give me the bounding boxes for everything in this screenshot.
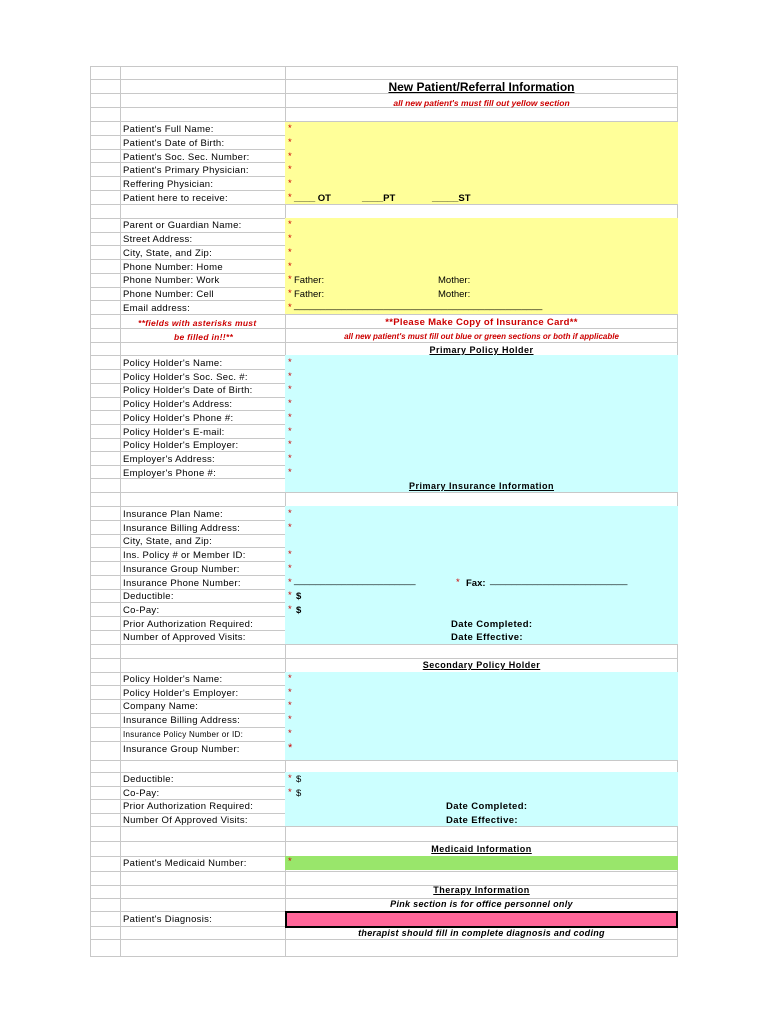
- sec-copay-dollar[interactable]: $: [296, 788, 302, 799]
- label-prior-auth: Prior Authorization Required:: [123, 619, 254, 630]
- pt-option[interactable]: ____PT: [362, 193, 396, 204]
- label-approved-visits: Number of Approved Visits:: [123, 632, 246, 643]
- primary-policy-cyan-section[interactable]: [285, 355, 678, 478]
- label-sec-deductible: Deductible:: [123, 774, 174, 785]
- cell-father-label: Father:: [294, 289, 325, 300]
- patient-yellow-section[interactable]: [285, 122, 678, 204]
- required-asterisk: *: [288, 384, 292, 395]
- label-deductible: Deductible:: [123, 591, 174, 602]
- required-asterisk: *: [288, 773, 292, 784]
- date-completed-label: Date Completed:: [451, 619, 533, 630]
- label-primary-physician: Patient's Primary Physician:: [123, 165, 249, 176]
- date-effective-label: Date Effective:: [451, 632, 523, 643]
- grid-line: [90, 760, 678, 761]
- label-phone-home: Phone Number: Home: [123, 262, 223, 273]
- label-sec-prior-auth: Prior Authorization Required:: [123, 801, 254, 812]
- required-asterisk: *: [288, 288, 292, 299]
- grid-line: [90, 658, 678, 659]
- email-underline[interactable]: _______________________________________________: [294, 300, 543, 311]
- required-asterisk: *: [288, 219, 292, 230]
- required-asterisk: *: [288, 178, 292, 189]
- required-asterisk: *: [288, 426, 292, 437]
- st-option[interactable]: _____ST: [432, 193, 471, 204]
- grid-line: [90, 644, 678, 645]
- required-asterisk: *: [288, 604, 292, 615]
- insurance-card-note: **Please Make Copy of Insurance Card**: [385, 317, 578, 328]
- label-sec-group-number: Insurance Group Number:: [123, 744, 240, 755]
- grid-line: [90, 204, 678, 205]
- label-patient-full-name: Patient's Full Name:: [123, 124, 214, 135]
- required-asterisk: *: [288, 274, 292, 285]
- required-asterisk: *: [456, 577, 460, 588]
- fax-label: Fax:: [466, 578, 486, 589]
- medicaid-green-section[interactable]: [285, 856, 678, 870]
- label-policy-id: Ins. Policy # or Member ID:: [123, 550, 246, 561]
- required-asterisk: *: [288, 233, 292, 244]
- required-asterisk: *: [288, 412, 292, 423]
- label-employer-phone: Employer's Phone #:: [123, 468, 217, 479]
- asterisk-note-line-1: **fields with asterisks must: [138, 318, 257, 328]
- medicaid-heading: Medicaid Information: [431, 844, 532, 854]
- label-sec-policy-number: Insurance Policy Number or ID:: [123, 730, 244, 739]
- label-diagnosis: Patient's Diagnosis:: [123, 914, 213, 925]
- required-asterisk: *: [288, 687, 292, 698]
- work-father-label: Father:: [294, 275, 325, 286]
- label-sec-copay: Co-Pay:: [123, 788, 160, 799]
- required-asterisk: *: [288, 742, 293, 754]
- required-asterisk: *: [288, 508, 292, 519]
- grid-line: [90, 841, 678, 842]
- required-asterisk: *: [288, 590, 292, 601]
- blue-green-note: all new patient's must fill out blue or green sections or both if applicable: [344, 332, 619, 341]
- yellow-section-note: all new patient's must fill out yellow section: [393, 98, 570, 108]
- work-mother-label: Mother:: [438, 275, 471, 286]
- required-asterisk: *: [288, 673, 292, 684]
- label-medicaid-number: Patient's Medicaid Number:: [123, 858, 247, 869]
- grid-line: [90, 66, 678, 67]
- label-ins-city: City, State, and Zip:: [123, 536, 213, 547]
- required-asterisk: *: [288, 856, 292, 867]
- required-asterisk: *: [288, 453, 292, 464]
- required-asterisk: *: [288, 123, 292, 134]
- label-holder-phone: Policy Holder's Phone #:: [123, 413, 234, 424]
- label-patient-ssn: Patient's Soc. Sec. Number:: [123, 152, 250, 163]
- label-phone-work: Phone Number: Work: [123, 275, 220, 286]
- label-sec-approved-visits: Number Of Approved Visits:: [123, 815, 248, 826]
- therapy-heading: Therapy Information: [433, 885, 530, 895]
- secondary-policy-cyan-section[interactable]: [285, 672, 678, 760]
- label-guardian-name: Parent or Guardian Name:: [123, 220, 242, 231]
- label-holder-dob: Policy Holder's Date of Birth:: [123, 385, 253, 396]
- label-phone-cell: Phone Number: Cell: [123, 289, 214, 300]
- required-asterisk: *: [288, 522, 292, 533]
- grid-line: [90, 492, 678, 493]
- secondary-policy-heading: Secondary Policy Holder: [422, 660, 541, 670]
- primary-insurance-heading: Primary Insurance Information: [408, 481, 555, 491]
- grid-line: [90, 939, 678, 940]
- sec-date-completed-label: Date Completed:: [446, 801, 528, 812]
- required-asterisk: *: [288, 151, 292, 162]
- required-asterisk: *: [288, 261, 292, 272]
- grid-line: [120, 66, 121, 956]
- required-asterisk: *: [288, 371, 292, 382]
- diagnosis-pink-field[interactable]: [285, 911, 678, 928]
- copay-dollar[interactable]: $: [296, 605, 302, 616]
- required-asterisk: *: [288, 700, 292, 711]
- label-billing-address: Insurance Billing Address:: [123, 523, 241, 534]
- required-asterisk: *: [288, 549, 292, 560]
- required-asterisk: *: [288, 563, 292, 574]
- label-holder-ssn: Policy Holder's Soc. Sec. #:: [123, 372, 248, 383]
- label-email: Email address:: [123, 303, 191, 314]
- grid-line: [90, 314, 678, 315]
- grid-line: [90, 826, 678, 827]
- grid-line: [90, 871, 678, 872]
- asterisk-note-line-2: be filled in!!**: [174, 332, 234, 342]
- label-ins-phone: Insurance Phone Number:: [123, 578, 241, 589]
- primary-policy-heading: Primary Policy Holder: [429, 345, 534, 355]
- sec-deductible-dollar[interactable]: $: [296, 774, 302, 785]
- label-group-number: Insurance Group Number:: [123, 564, 240, 575]
- label-here-to-receive: Patient here to receive:: [123, 193, 228, 204]
- label-referring-physician: Reffering Physician:: [123, 179, 214, 190]
- referral-form-sheet: [90, 66, 678, 956]
- label-holder-employer: Policy Holder's Employer:: [123, 440, 239, 451]
- label-holder-address: Policy Holder's Address:: [123, 399, 233, 410]
- label-plan-name: Insurance Plan Name:: [123, 509, 223, 520]
- fax-underline[interactable]: __________________________: [490, 575, 628, 586]
- ins-phone-underline[interactable]: _______________________: [294, 575, 416, 586]
- required-asterisk: *: [288, 787, 292, 798]
- label-sec-holder-employer: Policy Holder's Employer:: [123, 688, 239, 699]
- grid-line: [90, 956, 678, 957]
- required-asterisk: *: [288, 398, 292, 409]
- sec-date-effective-label: Date Effective:: [446, 815, 518, 826]
- required-asterisk: *: [288, 714, 292, 725]
- pink-section-note: Pink section is for office personnel only: [390, 899, 573, 909]
- required-asterisk: *: [288, 137, 292, 148]
- required-asterisk: *: [288, 728, 292, 739]
- required-asterisk: *: [288, 467, 292, 478]
- page-title: New Patient/Referral Information: [388, 80, 575, 94]
- grid-line: [90, 328, 678, 329]
- coding-note: therapist should fill in complete diagnosis and coding: [358, 928, 605, 938]
- required-asterisk: *: [288, 577, 292, 588]
- cell-mother-label: Mother:: [438, 289, 471, 300]
- label-sec-holder-name: Policy Holder's Name:: [123, 674, 223, 685]
- deductible-dollar[interactable]: $: [296, 591, 302, 602]
- required-asterisk: *: [288, 164, 292, 175]
- required-asterisk: *: [288, 302, 292, 313]
- label-holder-name: Policy Holder's Name:: [123, 358, 223, 369]
- label-city-state-zip: City, State, and Zip:: [123, 248, 213, 259]
- required-asterisk: *: [288, 247, 292, 258]
- label-sec-billing-address: Insurance Billing Address:: [123, 715, 241, 726]
- label-patient-dob: Patient's Date of Birth:: [123, 138, 225, 149]
- required-asterisk: *: [288, 357, 292, 368]
- label-copay: Co-Pay:: [123, 605, 160, 616]
- label-street-address: Street Address:: [123, 234, 193, 245]
- label-company-name: Company Name:: [123, 701, 199, 712]
- grid-line: [90, 342, 678, 343]
- ot-option[interactable]: ____ OT: [294, 193, 331, 204]
- label-employer-address: Employer's Address:: [123, 454, 215, 465]
- required-asterisk: *: [288, 192, 292, 203]
- grid-line: [90, 66, 91, 956]
- required-asterisk: *: [288, 439, 292, 450]
- label-holder-email: Policy Holder's E-mail:: [123, 427, 225, 438]
